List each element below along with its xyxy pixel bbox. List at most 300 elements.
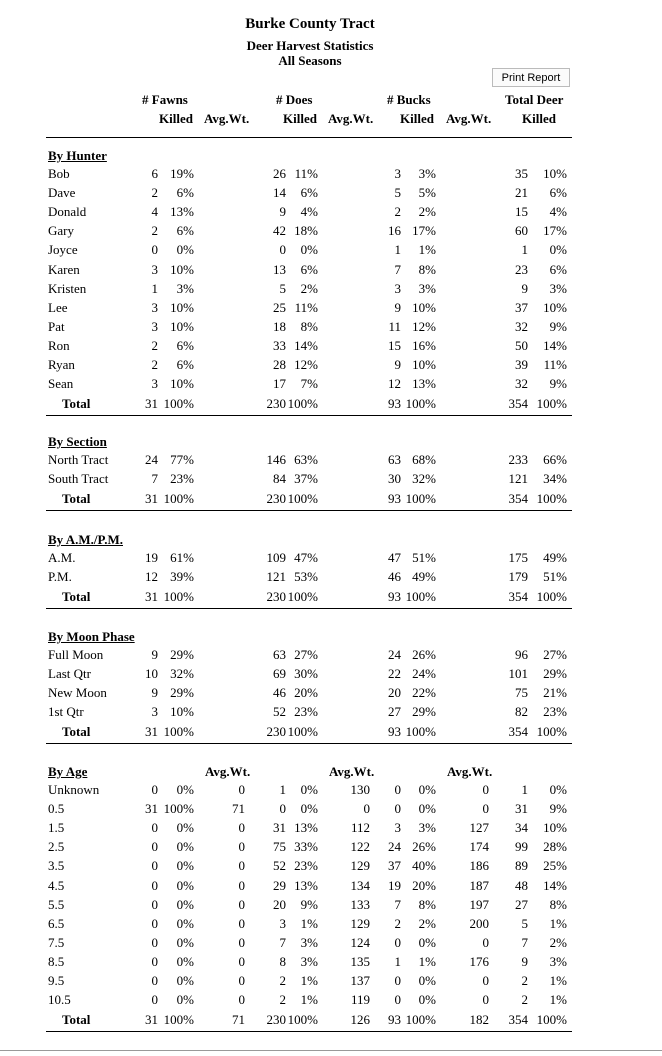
- cell-tp: 6%: [549, 185, 567, 201]
- total-cell-dp: 100%: [287, 396, 318, 412]
- cell-t: 34: [515, 820, 528, 836]
- total-cell-tp: 100%: [536, 589, 567, 605]
- total-cell-t: 354: [508, 589, 528, 605]
- total-cell-d: 230: [266, 491, 286, 507]
- cell-dp: 18%: [294, 223, 318, 239]
- cell-tp: 4%: [549, 204, 567, 220]
- cell-dp: 8%: [300, 318, 318, 334]
- cell-tp: 9%: [549, 801, 567, 817]
- cell-bw: 197: [469, 896, 489, 912]
- row-label: 4.5: [48, 877, 65, 893]
- cell-d: 14: [273, 185, 286, 201]
- age-buck-avgwt-header: Avg.Wt.: [447, 764, 493, 779]
- cell-fp: 77%: [170, 452, 194, 467]
- cell-fp: 29%: [170, 685, 194, 701]
- row-label: Full Moon: [48, 647, 104, 662]
- cell-tp: 1%: [549, 973, 567, 988]
- cell-fp: 10%: [170, 261, 194, 277]
- cell-dp: 23%: [294, 858, 318, 874]
- cell-f: 0: [151, 839, 158, 855]
- cell-f: 0: [151, 782, 158, 797]
- cell-t: 7: [521, 934, 528, 950]
- cell-f: 2: [151, 337, 158, 353]
- cell-d: 0: [279, 242, 286, 258]
- cell-t: 23: [515, 261, 528, 277]
- cell-fp: 0%: [176, 953, 194, 969]
- cell-bp: 8%: [418, 896, 436, 912]
- cell-t: 9: [521, 953, 528, 969]
- total-cell-bp: 100%: [405, 396, 436, 412]
- cell-b: 2: [394, 204, 401, 220]
- cell-d: 146: [266, 452, 286, 467]
- section-rule: [46, 415, 572, 416]
- row-label: Gary: [48, 223, 74, 239]
- cell-f: 1: [151, 280, 158, 296]
- cell-dp: 20%: [294, 685, 318, 701]
- cell-d: 52: [273, 704, 286, 720]
- cell-dw: 135: [350, 953, 370, 969]
- cell-fw: 0: [238, 782, 245, 797]
- cell-fw: 0: [238, 820, 245, 836]
- cell-b: 7: [394, 896, 401, 912]
- cell-tp: 17%: [543, 223, 567, 239]
- cell-d: 3: [279, 915, 286, 931]
- cell-dw: 119: [350, 992, 370, 1008]
- cell-bw: 0: [482, 992, 489, 1008]
- cell-t: 1: [521, 242, 528, 258]
- cell-t: 21: [515, 185, 528, 201]
- total-cell-tp: 100%: [536, 396, 567, 412]
- cell-d: 13: [273, 261, 286, 277]
- cell-dw: 129: [350, 915, 370, 931]
- cell-b: 11: [388, 318, 401, 334]
- header-does: # Does: [276, 92, 313, 107]
- cell-t: 2: [521, 992, 528, 1008]
- cell-t: 32: [515, 318, 528, 334]
- row-label: A.M.: [48, 550, 76, 565]
- cell-bp: 0%: [418, 801, 436, 817]
- cell-tp: 9%: [549, 376, 567, 392]
- row-label: Karen: [48, 261, 80, 277]
- cell-fp: 0%: [176, 858, 194, 874]
- cell-fp: 3%: [176, 280, 194, 296]
- header-bucks-avgwt: Avg.Wt.: [446, 111, 492, 126]
- cell-tp: 66%: [543, 452, 567, 467]
- cell-d: 5: [279, 280, 286, 296]
- cell-dw: 124: [350, 934, 370, 950]
- cell-b: 24: [388, 647, 401, 662]
- cell-fw: 0: [238, 915, 245, 931]
- total-cell-bp: 100%: [405, 1012, 436, 1028]
- cell-tp: 23%: [543, 704, 567, 720]
- cell-d: 31: [273, 820, 286, 836]
- cell-dp: 53%: [294, 569, 318, 585]
- total-label: Total: [62, 724, 91, 740]
- cell-fp: 6%: [176, 357, 194, 372]
- total-cell-dp: 100%: [287, 724, 318, 740]
- total-cell-dp: 100%: [287, 491, 318, 507]
- section-rule: [46, 1031, 572, 1032]
- cell-f: 0: [151, 915, 158, 931]
- cell-dw: 129: [350, 858, 370, 874]
- total-cell-f: 31: [145, 589, 158, 605]
- total-cell-bp: 100%: [405, 491, 436, 507]
- header-total: Total Deer: [505, 92, 564, 107]
- cell-fw: 0: [238, 858, 245, 874]
- cell-t: 82: [515, 704, 528, 720]
- cell-bp: 3%: [418, 280, 436, 296]
- header-fawns-avgwt: Avg.Wt.: [204, 111, 250, 126]
- cell-dw: 137: [350, 973, 370, 988]
- cell-b: 27: [388, 704, 401, 720]
- cell-fp: 10%: [170, 318, 194, 334]
- cell-t: 50: [515, 337, 528, 353]
- cell-dw: 122: [350, 839, 370, 855]
- cell-t: 31: [515, 801, 528, 817]
- cell-dp: 11%: [294, 166, 318, 181]
- total-cell-b: 93: [388, 1012, 401, 1028]
- total-cell-t: 354: [508, 724, 528, 740]
- print-report-button[interactable]: Print Report: [492, 68, 570, 87]
- row-label: 5.5: [48, 896, 65, 912]
- cell-d: 1: [279, 782, 286, 797]
- cell-bw: 176: [469, 953, 489, 969]
- cell-tp: 3%: [549, 280, 567, 296]
- cell-d: 46: [273, 685, 286, 701]
- cell-b: 0: [394, 782, 401, 797]
- total-cell-d: 230: [266, 1012, 286, 1028]
- cell-d: 8: [279, 953, 286, 969]
- total-cell-d: 230: [266, 396, 286, 412]
- cell-d: 26: [273, 166, 286, 181]
- cell-t: 233: [508, 452, 528, 467]
- cell-tp: 6%: [549, 261, 567, 277]
- cell-b: 3: [394, 166, 401, 181]
- cell-d: 17: [273, 376, 286, 392]
- cell-fp: 0%: [176, 242, 194, 258]
- cell-fp: 6%: [176, 337, 194, 353]
- cell-f: 2: [151, 223, 158, 239]
- row-label: Donald: [48, 204, 87, 220]
- cell-b: 46: [388, 569, 401, 585]
- cell-tp: 34%: [543, 471, 567, 487]
- cell-b: 37: [388, 858, 401, 874]
- cell-bw: 187: [469, 877, 489, 893]
- cell-t: 15: [515, 204, 528, 220]
- cell-f: 0: [151, 896, 158, 912]
- cell-bp: 13%: [412, 376, 436, 392]
- cell-f: 24: [145, 452, 158, 467]
- total-cell-b: 93: [388, 589, 401, 605]
- cell-bp: 3%: [418, 820, 436, 836]
- cell-bp: 24%: [412, 666, 436, 682]
- cell-dp: 0%: [300, 242, 318, 258]
- cell-f: 3: [151, 318, 158, 334]
- cell-d: 2: [279, 992, 286, 1008]
- cell-b: 1: [394, 953, 401, 969]
- cell-bp: 1%: [418, 242, 436, 258]
- cell-d: 63: [273, 647, 286, 662]
- row-label: 3.5: [48, 858, 65, 874]
- row-label: Last Qtr: [48, 666, 91, 682]
- cell-d: 7: [279, 934, 286, 950]
- header-bucks-killed: Killed: [400, 111, 434, 126]
- cell-fw: 0: [238, 877, 245, 893]
- cell-fp: 0%: [176, 915, 194, 931]
- row-label: 8.5: [48, 953, 65, 969]
- total-cell-b: 93: [388, 396, 401, 412]
- header-rule: [46, 137, 572, 138]
- total-label: Total: [62, 589, 91, 605]
- row-label: 0.5: [48, 801, 65, 817]
- cell-bp: 2%: [418, 915, 436, 931]
- cell-f: 0: [151, 242, 158, 258]
- cell-dp: 7%: [300, 376, 318, 392]
- cell-fw: 0: [238, 953, 245, 969]
- cell-f: 0: [151, 858, 158, 874]
- cell-dp: 1%: [300, 992, 318, 1008]
- cell-f: 12: [145, 569, 158, 585]
- cell-dp: 4%: [300, 204, 318, 220]
- cell-dp: 14%: [294, 337, 318, 353]
- cell-t: 2: [521, 973, 528, 988]
- row-label: Ron: [48, 337, 70, 353]
- total-cell-fp: 100%: [163, 724, 194, 740]
- row-label: 9.5: [48, 973, 65, 988]
- row-label: Lee: [48, 299, 68, 315]
- cell-bw: 174: [469, 839, 489, 855]
- cell-bp: 10%: [412, 299, 436, 315]
- cell-d: 2: [279, 973, 286, 988]
- cell-bp: 2%: [418, 204, 436, 220]
- cell-f: 3: [151, 261, 158, 277]
- cell-fp: 23%: [170, 471, 194, 487]
- cell-d: 42: [273, 223, 286, 239]
- cell-f: 9: [151, 647, 158, 662]
- cell-bp: 3%: [418, 166, 436, 181]
- cell-fp: 0%: [176, 896, 194, 912]
- cell-fp: 6%: [176, 223, 194, 239]
- cell-t: 60: [515, 223, 528, 239]
- cell-tp: 10%: [543, 166, 567, 181]
- header-fawns: # Fawns: [142, 92, 188, 107]
- cell-bp: 20%: [412, 877, 436, 893]
- row-label: Sean: [48, 376, 74, 392]
- cell-dp: 2%: [300, 280, 318, 296]
- cell-fw: 0: [238, 896, 245, 912]
- cell-f: 0: [151, 973, 158, 988]
- cell-dp: 6%: [300, 185, 318, 201]
- cell-bp: 49%: [412, 569, 436, 585]
- row-label: 6.5: [48, 915, 65, 931]
- cell-b: 3: [394, 280, 401, 296]
- cell-dp: 33%: [294, 839, 318, 855]
- cell-d: 25: [273, 299, 286, 315]
- cell-d: 121: [266, 569, 286, 585]
- cell-t: 89: [515, 858, 528, 874]
- cell-b: 2: [394, 915, 401, 931]
- cell-t: 32: [515, 376, 528, 392]
- cell-bp: 22%: [412, 685, 436, 701]
- cell-tp: 21%: [543, 685, 567, 701]
- cell-fp: 0%: [176, 839, 194, 855]
- cell-b: 0: [394, 992, 401, 1008]
- cell-f: 31: [145, 801, 158, 817]
- row-label: 7.5: [48, 934, 65, 950]
- cell-fw: 0: [238, 934, 245, 950]
- cell-dp: 47%: [294, 550, 318, 565]
- cell-b: 3: [394, 820, 401, 836]
- cell-fp: 0%: [176, 934, 194, 950]
- total-cell-t: 354: [508, 396, 528, 412]
- cell-fp: 29%: [170, 647, 194, 662]
- total-label: Total: [62, 396, 91, 412]
- row-label: Unknown: [48, 782, 100, 797]
- cell-d: 18: [273, 318, 286, 334]
- cell-dw: 134: [350, 877, 370, 893]
- cell-tp: 28%: [543, 839, 567, 855]
- cell-tp: 10%: [543, 299, 567, 315]
- cell-dp: 23%: [294, 704, 318, 720]
- cell-bp: 26%: [412, 647, 436, 662]
- total-cell-dw: 126: [350, 1012, 370, 1028]
- cell-f: 19: [145, 550, 158, 565]
- cell-d: 0: [279, 801, 286, 817]
- row-label: Bob: [48, 166, 70, 181]
- cell-tp: 49%: [543, 550, 567, 565]
- cell-b: 0: [394, 973, 401, 988]
- cell-b: 1: [394, 242, 401, 258]
- cell-b: 16: [388, 223, 401, 239]
- cell-d: 84: [273, 471, 286, 487]
- cell-bw: 127: [469, 820, 489, 836]
- cell-d: 20: [273, 896, 286, 912]
- cell-bp: 0%: [418, 992, 436, 1008]
- cell-t: 75: [515, 685, 528, 701]
- cell-fp: 0%: [176, 820, 194, 836]
- total-cell-bw: 182: [469, 1012, 489, 1028]
- cell-fp: 0%: [176, 973, 194, 988]
- cell-dp: 27%: [294, 647, 318, 662]
- total-cell-fp: 100%: [163, 589, 194, 605]
- section-title: By Section: [48, 434, 107, 449]
- cell-f: 2: [151, 357, 158, 372]
- report-title: Burke County Tract: [245, 16, 375, 32]
- cell-dp: 9%: [300, 896, 318, 912]
- cell-fw: 71: [232, 801, 245, 817]
- cell-b: 9: [394, 357, 401, 372]
- cell-f: 10: [145, 666, 158, 682]
- header-does-killed: Killed: [283, 111, 317, 126]
- cell-bp: 5%: [418, 185, 436, 201]
- cell-fp: 10%: [170, 299, 194, 315]
- cell-fp: 100%: [163, 801, 194, 817]
- cell-bp: 40%: [412, 858, 436, 874]
- cell-bp: 1%: [418, 953, 436, 969]
- cell-b: 12: [388, 376, 401, 392]
- cell-fp: 0%: [176, 782, 194, 797]
- cell-dw: 0: [363, 801, 370, 817]
- row-label: 1st Qtr: [48, 704, 84, 720]
- cell-b: 19: [388, 877, 401, 893]
- cell-fp: 0%: [176, 992, 194, 1008]
- row-label: 2.5: [48, 839, 65, 855]
- cell-dw: 112: [350, 820, 370, 836]
- cell-tp: 9%: [549, 318, 567, 334]
- total-cell-fp: 100%: [163, 491, 194, 507]
- cell-dp: 1%: [300, 973, 318, 988]
- cell-b: 0: [394, 934, 401, 950]
- total-label: Total: [62, 1012, 91, 1028]
- cell-b: 63: [388, 452, 401, 467]
- cell-bp: 12%: [412, 318, 436, 334]
- cell-b: 24: [388, 839, 401, 855]
- header-does-avgwt: Avg.Wt.: [328, 111, 374, 126]
- cell-tp: 2%: [549, 934, 567, 950]
- cell-tp: 51%: [543, 569, 567, 585]
- cell-bp: 29%: [412, 704, 436, 720]
- cell-d: 109: [266, 550, 286, 565]
- total-cell-fw: 71: [232, 1012, 245, 1028]
- total-cell-dp: 100%: [287, 589, 318, 605]
- cell-f: 9: [151, 685, 158, 701]
- cell-fp: 0%: [176, 877, 194, 893]
- cell-d: 69: [273, 666, 286, 682]
- header-fawns-killed: Killed: [159, 111, 193, 126]
- total-label: Total: [62, 491, 91, 507]
- header-bucks: # Bucks: [387, 92, 431, 107]
- cell-b: 47: [388, 550, 401, 565]
- cell-dp: 12%: [294, 357, 318, 372]
- section-rule: [46, 743, 572, 744]
- cell-f: 0: [151, 820, 158, 836]
- cell-tp: 1%: [549, 992, 567, 1008]
- cell-fw: 0: [238, 992, 245, 1008]
- cell-f: 4: [151, 204, 158, 220]
- cell-dp: 37%: [294, 471, 318, 487]
- row-label: North Tract: [48, 452, 109, 467]
- cell-fp: 32%: [170, 666, 194, 682]
- row-label: Dave: [48, 185, 76, 201]
- total-cell-tp: 100%: [536, 1012, 567, 1028]
- cell-t: 37: [515, 299, 528, 315]
- cell-d: 52: [273, 858, 286, 874]
- report-subtitle: Deer Harvest Statistics: [246, 38, 374, 53]
- row-label: 10.5: [48, 992, 71, 1008]
- cell-tp: 1%: [549, 915, 567, 931]
- cell-d: 33: [273, 337, 286, 353]
- cell-t: 99: [515, 839, 528, 855]
- cell-t: 5: [521, 915, 528, 931]
- cell-dp: 0%: [300, 782, 318, 797]
- cell-bp: 51%: [412, 550, 436, 565]
- cell-f: 3: [151, 704, 158, 720]
- cell-tp: 0%: [549, 242, 567, 258]
- header-total-killed: Killed: [522, 111, 556, 126]
- total-cell-t: 354: [508, 1012, 528, 1028]
- cell-dp: 3%: [300, 934, 318, 950]
- cell-dp: 3%: [300, 953, 318, 969]
- cell-bp: 0%: [418, 973, 436, 988]
- cell-d: 9: [279, 204, 286, 220]
- cell-bw: 200: [469, 915, 489, 931]
- cell-bw: 186: [469, 858, 489, 874]
- row-label: P.M.: [48, 569, 72, 585]
- cell-t: 179: [508, 569, 528, 585]
- cell-fw: 0: [238, 973, 245, 988]
- total-cell-fp: 100%: [163, 396, 194, 412]
- total-cell-bp: 100%: [405, 724, 436, 740]
